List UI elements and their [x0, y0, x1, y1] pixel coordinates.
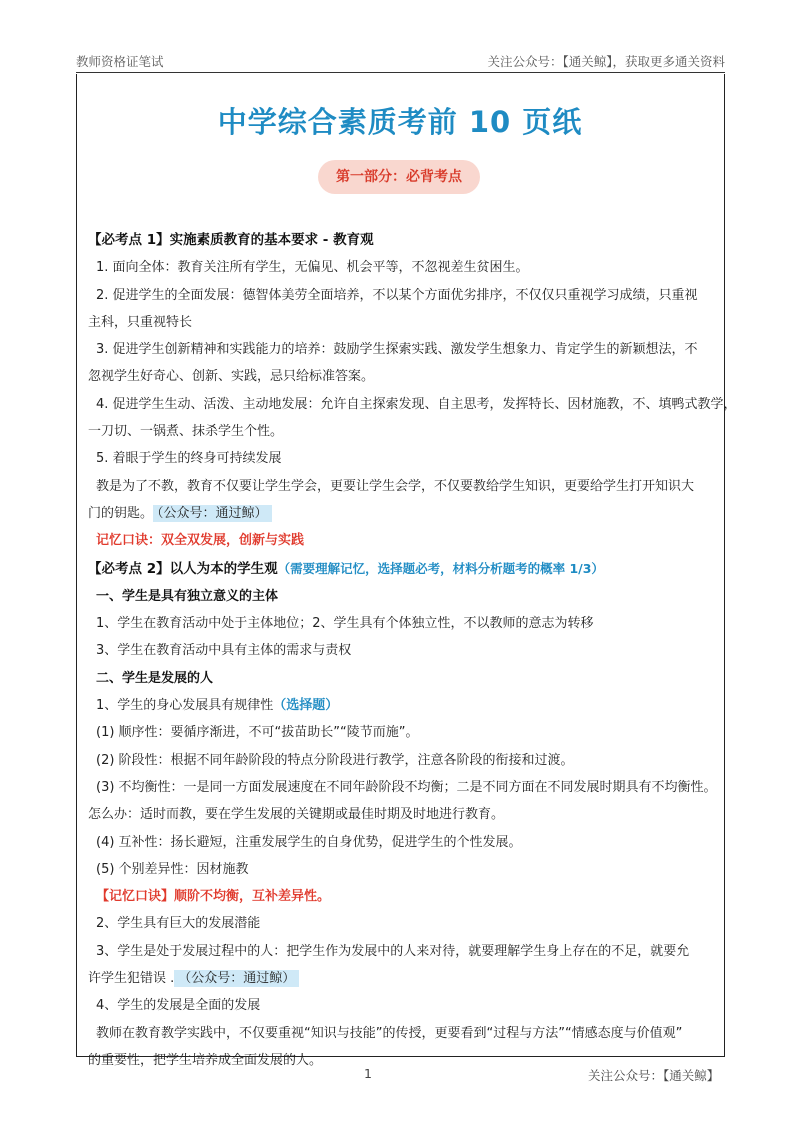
wechat-tag: （公众号：通过鲸）: [153, 505, 272, 522]
point1-item-4b: 一刀切、一锅煮、抹杀学生个性。: [88, 424, 284, 440]
point1-heading: 【必考点 1】实施素质教育的基本要求 - 教育观: [88, 232, 374, 248]
wechat-tag-2: （公众号：通过鲸）: [174, 970, 299, 987]
rule-2: (2) 阶段性：根据不同年龄阶段的特点分阶段进行教学，注意各阶段的衔接和过渡。: [96, 752, 574, 768]
rule-1: (1) 顺序性：要循序渐进，不可“拔苗助长”“陵节而施”。: [96, 725, 419, 741]
point1-item-1: 1. 面向全体：教育关注所有学生，无偏见、机会平等，不忽视差生贫困生。: [96, 260, 529, 276]
point2-heading-note: （需要理解记忆，选择题必考，材料分析题考的概率 1/3）: [277, 560, 604, 576]
header-right-text: 关注公众号：【通关鲸】，获取更多通关资料: [487, 54, 725, 69]
section-2-paragraph-2: 的重要性，把学生培养成全面发展的人。: [88, 1052, 323, 1068]
section-2-paragraph-1: 教师在教育教学实践中，不仅要重视“知识与技能”的传授，更要看到“过程与方法”“情感态度与价值观”: [96, 1025, 683, 1041]
point2-heading: [88, 555, 716, 583]
section-2-line-2: 2、学生具有巨大的发展潜能: [96, 916, 261, 932]
point1-item-3a: 3. 促进学生创新精神和实践能力的培养：鼓励学生探索实践、激发学生想象力、肯定学生的新颖想法，不: [96, 342, 698, 358]
point1-item-4a: 4. 促进学生生动、活泼、主动地发展：允许自主探索发现、自主思考，发挥特长、因材施教，不、填鸭式教学，: [96, 396, 737, 412]
choice-question-note: （选择题）: [273, 698, 339, 714]
section-1-line-1: 1、学生在教育活动中处于主体地位；2、学生具有个体独立性，不以教师的意志为转移: [96, 616, 594, 632]
rule-3a: (3) 不均衡性：一是同一方面发展速度在不同年龄阶段不均衡；二是不同方面在不同发展时期具有不均衡性。: [96, 779, 717, 795]
section-2-line-3a: 3、学生是处于发展过程中的人：把学生作为发展中的人来对待，就要理解学生身上存在的不足，就要允: [96, 943, 690, 959]
section-pill: 第一部分：必背考点: [318, 160, 480, 194]
point1-paragraph-1: 教是为了不教，教育不仅要让学生学会，更要让学生会学，不仅要教给学生知识，更要给学生打开知识大: [96, 478, 695, 494]
main-content: [88, 227, 737, 1074]
point1-item-5: 5. 着眼于学生的终身可持续发展: [96, 451, 282, 467]
rule-5: (5) 个别差异性：因材施教: [96, 861, 249, 877]
page-title: 中学综合素质考前 10 页纸: [217, 105, 583, 139]
point2-heading-text: 【必考点 2】以人为本的学生观: [88, 560, 278, 577]
point1-item-3b: 忽视学生好奇心、创新、实践，忌只给标准答案。: [88, 369, 375, 385]
section-2-line-4: 4、学生的发展是全面的发展: [96, 998, 261, 1014]
header-left-text: 教师资格证笔试: [76, 54, 164, 69]
section-2-line-3b: [88, 965, 716, 992]
point1-paragraph-2: [88, 500, 716, 527]
section-2-line-1-text: 1、学生的身心发展具有规律性: [96, 698, 274, 714]
section-2-heading: 二、学生是发展的人: [96, 670, 214, 686]
section-1-heading: 一、学生是具有独立意义的主体: [96, 588, 279, 604]
rule-3b: 怎么办：适时而教，要在学生发展的关键期或最佳时期及时地进行教育。: [88, 807, 505, 823]
section-1-line-2: 3、学生在教育活动中具有主体的需求与责权: [96, 643, 352, 659]
point1-item-2a: 2. 促进学生的全面发展：德智体美劳全面培养，不以某个方面优劣排序，不仅仅只重视学习成绩，只重视: [96, 287, 698, 303]
rule-4: (4) 互补性：扬长避短，注重发展学生的自身优势，促进学生的个性发展。: [96, 834, 522, 850]
point1-mnemonic: 记忆口诀：双全双发展，创新与实践: [96, 533, 305, 549]
footer-right-text: 关注公众号：【通关鲸】: [588, 1068, 720, 1083]
point1-item-2b: 主科，只重视特长: [88, 314, 193, 330]
point1-paragraph-2-text: 门的钥匙。: [88, 505, 154, 521]
page-number: 1: [364, 1066, 372, 1081]
point2-mnemonic: 【记忆口诀】顺阶不均衡，互补差异性。: [96, 889, 331, 905]
section-2-line-1: [88, 692, 716, 719]
section-2-line-3b-text: 许学生犯错误 .: [88, 971, 175, 987]
page-header: [76, 50, 725, 73]
